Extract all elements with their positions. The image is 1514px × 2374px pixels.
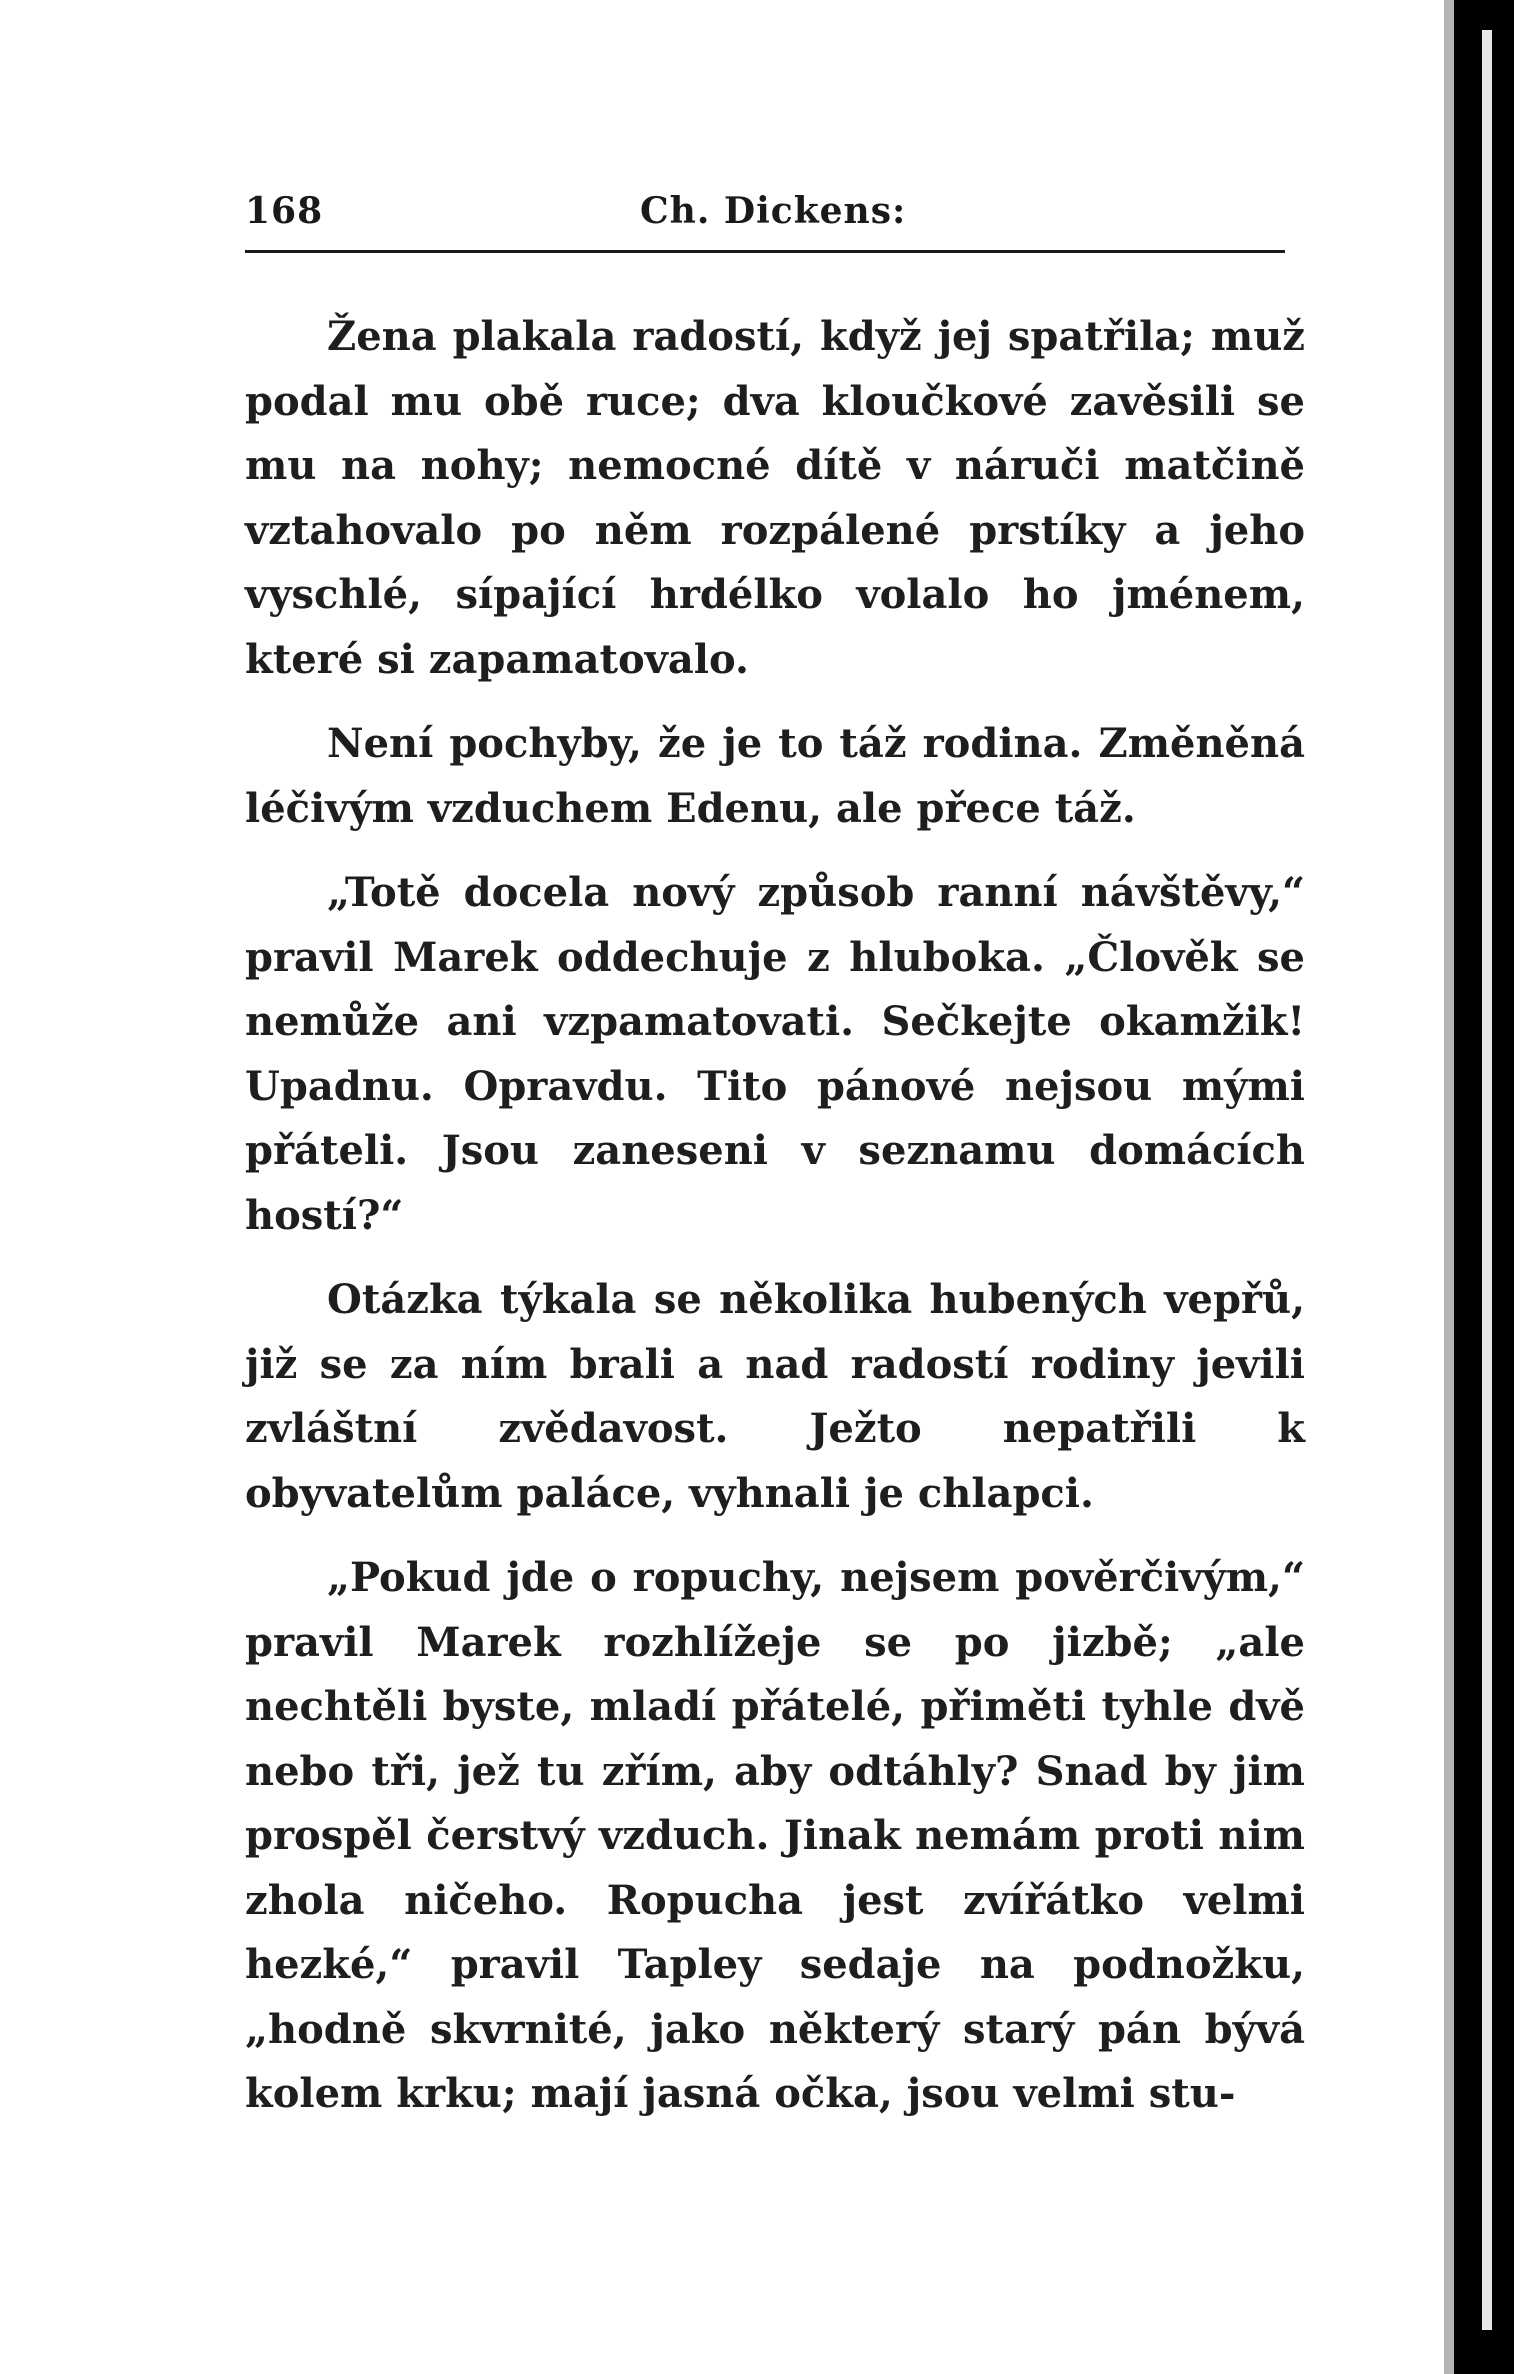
running-head: Ch. Dickens: [640,190,907,232]
paragraph-4: Otázka týkala se několika hubených vepřů, již se za ním brali a nad radostí rodiny jevili zvláštní zvědavost. Ježto nepatřili k obyvatelům paláce, vyhnali je chlapci. [245,1276,1305,1517]
paragraph-2: Není pochyby, že je to táž rodina. Změněná léčivým vzduchem Edenu, ale přece táž. [245,720,1305,832]
page-number: 168 [245,190,324,232]
body-text [245,305,1305,2147]
paragraph-3: „Totě docela nový způsob ranní návštěvy,“ pravil Marek oddechuje z hluboka. „Člověk se nemůže ani vzpamatovati. Sečkejte okamžik! Upadnu. Opravdu. Tito pánové nejsou mými přáteli. Jsou zaneseni v seznamu domácích hostí?“ [245,869,1305,1239]
scan-edge-light [1482,30,1492,2330]
paragraph-5: „Pokud jde o ropuchy, nejsem pověrčivým,“ pravil Marek rozhlížeje se po jizbě; „ale nechtěli byste, mladí přátelé, přiměti tyhle dvě nebo tři, jež tu zřím, aby odtáhly? Snad by jim prospěl čerstvý vzduch. Jinak nemám proti nim zhola ničeho. Ropucha jest zvířátko velmi hezké,“ pravil Tapley sedaje na podnožku, „hodně skvrnité, jako některý starý pán bývá kolem krku; mají jasná očka, jsou velmi stu- [245,1554,1305,2117]
scan-edge-gray [1444,0,1454,2374]
page-header [245,180,1285,253]
paragraph-1: Žena plakala radostí, když jej spatřila; muž podal mu obě ruce; dva klоučkové zavěsili se mu na nohy; nemocné dítě v náruči matčině vztahovalo po něm rozpálené prstíky a jeho vyschlé, sípající hrdélko volalo ho jménem, které si zapamatovalo. [245,313,1305,683]
